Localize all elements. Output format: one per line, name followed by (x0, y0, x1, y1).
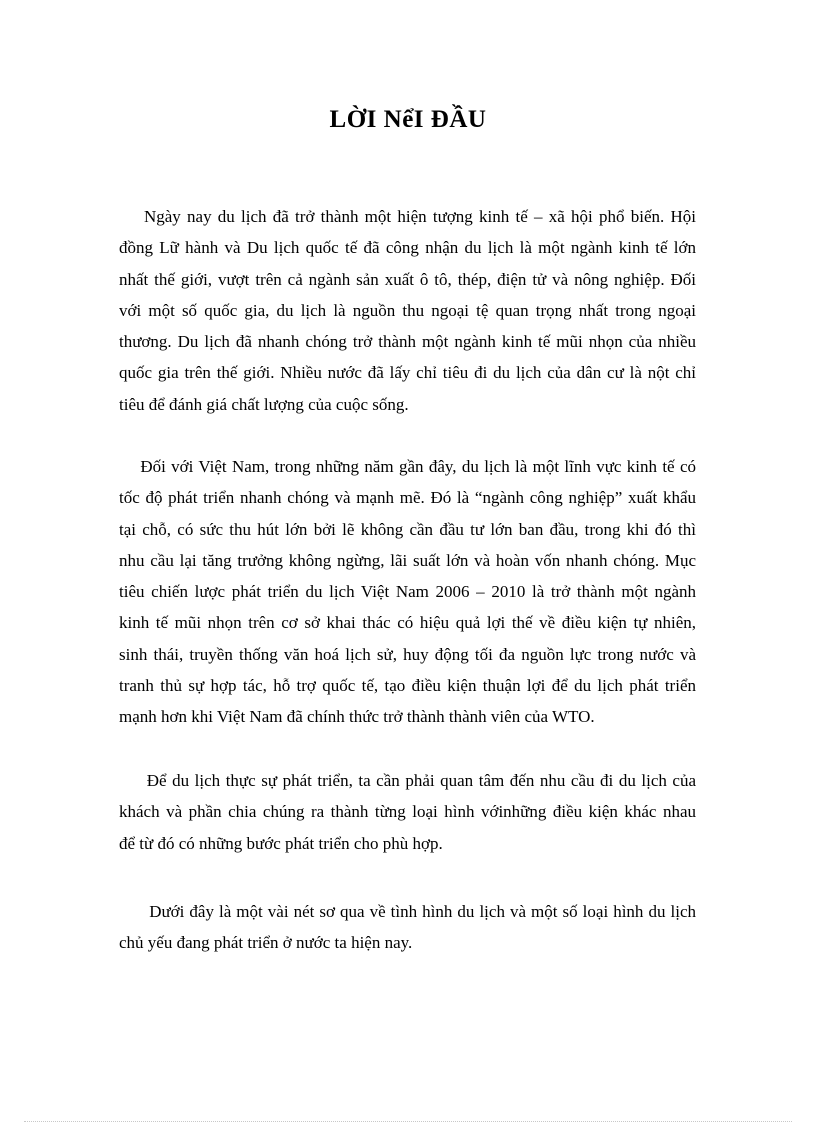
paragraph-4 (119, 896, 696, 959)
paragraph-line: mạnh hơn khi Việt Nam đã chính thức trở thành thành viên của WTO. (119, 707, 595, 727)
paragraph-line: đồng Lữ hành và Du lịch quốc tế đã công nhận du lịch là một ngành kinh tế lớn (119, 238, 696, 258)
page-title: LỜI NểI ĐẦU (329, 106, 487, 133)
paragraph-line: nhất thế giới, vượt trên cả ngành sản xuất ô tô, thép, điện tử và nông nghiệp. Đối (119, 269, 696, 289)
paragraph-line: nhu cầu lại tăng trưởng không ngừng, lãi suất lớn và hoàn vốn nhanh chóng. Mục (119, 550, 696, 570)
paragraph-line: tiêu để đánh giá chất lượng của cuộc sống. (119, 394, 409, 414)
paragraph-line: tranh thủ sự hợp tác, hỗ trợ quốc tế, tạo điều kiện thuận lợi để du lịch phát triển (119, 676, 696, 696)
paragraph-3 (119, 765, 696, 859)
page-bottom-rule (24, 1121, 792, 1122)
paragraph-line: Để du lịch thực sự phát triển, ta cần phải quan tâm đến nhu cầu đi du lịch của (119, 771, 696, 790)
paragraph-line: kinh tế mũi nhọn trên cơ sở khai thác có hiệu quả lợi thế về điều kiện tự nhiên, (119, 613, 696, 633)
paragraph-line: quốc gia trên thế giới. Nhiều nước đã lấy chỉ tiêu đi du lịch của dân cư là nột chỉ (119, 363, 696, 383)
paragraph-line: chủ yếu đang phát triển ở nước ta hiện nay. (119, 933, 413, 953)
paragraph-2 (119, 451, 696, 733)
paragraph-line: tiêu chiến lược phát triển du lịch Việt Nam 2006 – 2010 là trở thành một ngành (119, 582, 696, 602)
paragraph-line: tốc độ phát triển nhanh chóng và mạnh mẽ. Đó là “ngành công nghiệp” xuất khẩu (119, 488, 696, 508)
paragraph-line: tại chỗ, có sức thu hút lớn bởi lẽ không cần đầu tư lớn ban đầu, trong khi đó thì (119, 519, 696, 539)
paragraph-line: với một số quốc gia, du lịch là nguồn thu ngoại tệ quan trọng nhất trong ngoại (119, 300, 696, 320)
paragraph-line: thương. Du lịch đã nhanh chóng trở thành một ngành kinh tế mũi nhọn của nhiều (119, 332, 696, 352)
paragraph-1 (119, 201, 696, 420)
paragraph-line: để từ đó có những bước phát triển cho phù hợp. (119, 833, 443, 853)
paragraph-line: Đối với Việt Nam, trong những năm gần đây, du lịch là một lĩnh vực kinh tế có (119, 457, 696, 476)
paragraph-line: khách và phần chia chúng ra thành từng loại hình vớinhững điều kiện khác nhau (119, 802, 696, 822)
paragraph-line: sinh thái, truyền thống văn hoá lịch sử, huy động tối đa nguồn lực trong nước và (119, 644, 696, 664)
paragraph-line: Dưới đây là một vài nét sơ qua về tình hình du lịch và một số loại hình du lịch (119, 902, 696, 921)
paragraph-line: Ngày nay du lịch đã trở thành một hiện tượng kinh tế – xã hội phổ biến. Hội (119, 207, 696, 226)
